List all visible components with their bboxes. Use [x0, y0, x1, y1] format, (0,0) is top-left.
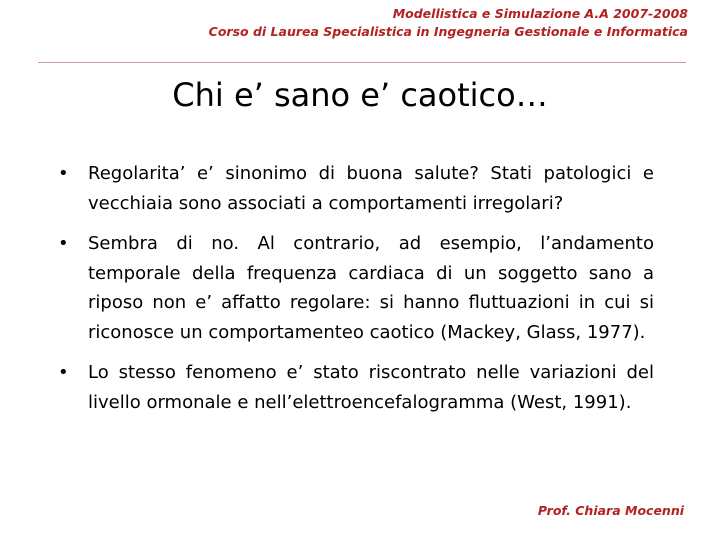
list-item: [56, 229, 654, 347]
bullet-list: [56, 159, 654, 428]
header-divider: [38, 62, 686, 63]
course-title: Modellistica e Simulazione A.A 2007-2008: [392, 6, 688, 21]
bullet-text: Sembra di no. Al contrario, ad esempio, l’andamento temporale della frequenza cardiaca di un soggetto sano a riposo non e’ affatto regolare: si hanno fluttuazioni in cui si riconosce un comportamenteo caotico (Mackey, Glass, 1977).: [88, 233, 654, 343]
bullet-icon: •: [58, 163, 69, 184]
slide-title: Chi e’ sano e’ caotico…: [172, 76, 548, 114]
bullet-icon: •: [58, 362, 69, 383]
author-footer: Prof. Chiara Mocenni: [537, 503, 684, 518]
list-item: [56, 358, 654, 417]
course-subtitle: Corso di Laurea Specialistica in Ingegneria Gestionale e Informatica: [208, 24, 688, 39]
bullet-text: Lo stesso fenomeno e’ stato riscontrato nelle variazioni del livello ormonale e nell’elettroencefalogramma (West, 1991).: [88, 362, 654, 413]
bullet-text: Regolarita’ e’ sinonimo di buona salute? Stati patologici e vecchiaia sono associati a comportamenti irregolari?: [88, 163, 654, 214]
bullet-icon: •: [58, 233, 69, 254]
slide-header: [209, 5, 688, 41]
list-item: [56, 159, 654, 218]
